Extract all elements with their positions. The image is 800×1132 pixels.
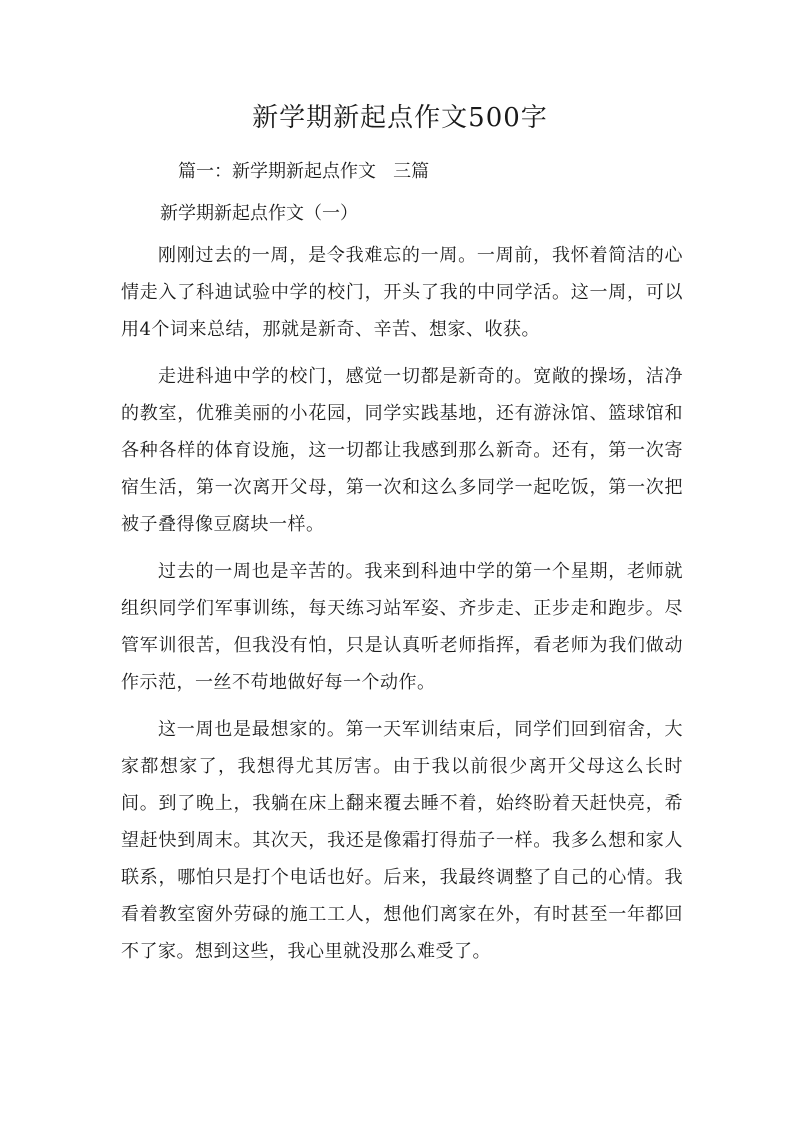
paragraph: 过去的一周也是辛苦的。我来到科迪中学的第一个星期，老师就组织同学们军事训练，每天练习站军姿、齐步走、正步走和跑步。尽管军训很苦，但我没有怕，只是认真听老师指挥，看老师为我们做动作示范，一丝不苟地做好每一个动作。: [121, 561, 683, 693]
document-body: [121, 237, 683, 980]
paragraph: 走进科迪中学的校门，感觉一切都是新奇的。宽敞的操场，洁净的教室，优雅美丽的小花园，同学实践基地，还有游泳馆、篮球馆和各种各样的体育设施，这一切都让我感到那么新奇。还有，第一次寄宿生活，第一次离开父母，第一次和这么多同学一起吃饭，第一次把被子叠得像豆腐块一样。: [121, 366, 683, 535]
section-heading: 新学期新起点作文（一）: [160, 203, 358, 224]
document-title: 新学期新起点作文500字: [252, 103, 548, 133]
paragraph: 刚刚过去的一周，是令我难忘的一周。一周前，我怀着简洁的心情走入了科迪试验中学的校门，开头了我的中同学活。这一周，可以用4个词来总结，那就是新奇、辛苦、想家、收获。: [121, 245, 683, 340]
paragraph: 这一周也是最想家的。第一天军训结束后，同学们回到宿舍，大家都想家了，我想得尤其厉害。由于我以前很少离开父母这么长时间。到了晚上，我躺在床上翻来覆去睡不着，始终盼着天赶快亮，希望赶快到周末。其次天，我还是像霜打得茄子一样。我多么想和家人联系，哪怕只是打个电话也好。后来，我最终调整了自己的心情。我看着教室窗外劳碌的施工工人，想他们离家在外，有时甚至一年都回不了家。想到这些，我心里就没那么难受了。: [121, 719, 683, 962]
document-subtitle: 篇一：新学期新起点作文 三篇: [178, 161, 430, 182]
